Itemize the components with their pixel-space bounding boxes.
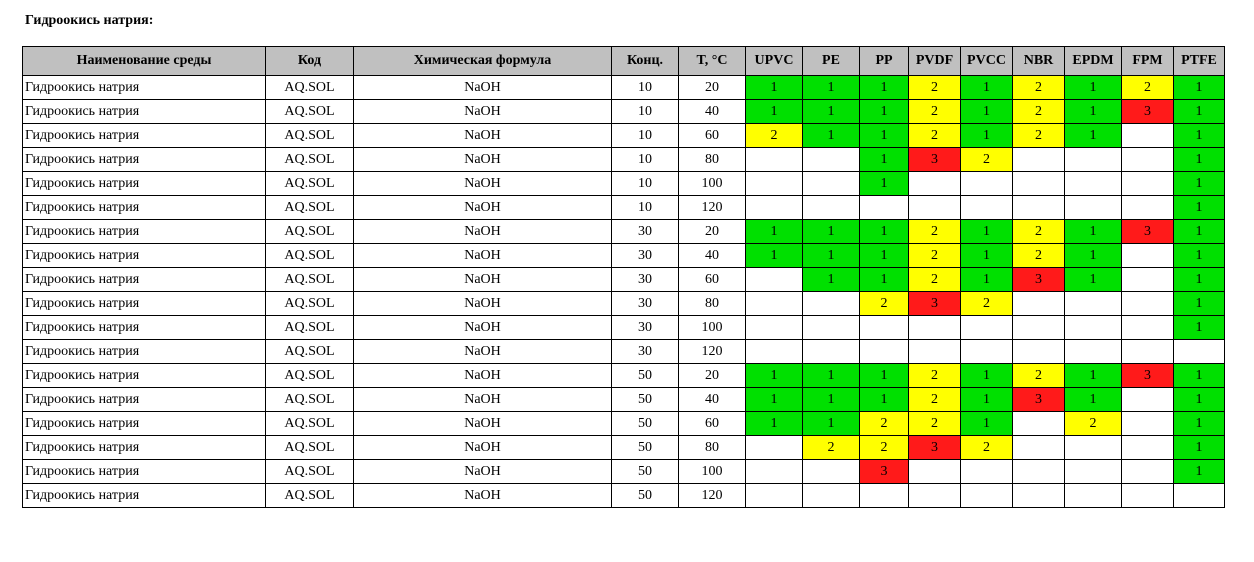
rating-cell-nbr: 2 xyxy=(1013,124,1065,148)
rating-cell-nbr xyxy=(1013,412,1065,436)
rating-cell-fpm xyxy=(1122,244,1174,268)
formula-cell: NaOH xyxy=(354,100,612,124)
rating-cell-epdm: 1 xyxy=(1065,100,1122,124)
concentration-cell: 10 xyxy=(612,100,679,124)
chemical-resistance-table xyxy=(22,46,1225,508)
rating-cell-upvc: 1 xyxy=(746,364,803,388)
rating-cell-pvdf: 2 xyxy=(909,124,961,148)
rating-cell-nbr: 2 xyxy=(1013,244,1065,268)
concentration-cell: 30 xyxy=(612,244,679,268)
rating-cell-upvc: 1 xyxy=(746,388,803,412)
table-row xyxy=(23,484,1225,508)
rating-cell-upvc xyxy=(746,484,803,508)
rating-cell-pp xyxy=(860,340,909,364)
medium-name-cell: Гидроокись натрия xyxy=(23,436,266,460)
medium-name-cell: Гидроокись натрия xyxy=(23,484,266,508)
table-row xyxy=(23,172,1225,196)
rating-cell-pe xyxy=(803,484,860,508)
concentration-cell: 10 xyxy=(612,196,679,220)
rating-cell-nbr: 2 xyxy=(1013,220,1065,244)
temperature-cell: 40 xyxy=(679,244,746,268)
table-row xyxy=(23,220,1225,244)
temperature-cell: 40 xyxy=(679,388,746,412)
formula-cell: NaOH xyxy=(354,76,612,100)
medium-name-cell: Гидроокись натрия xyxy=(23,388,266,412)
rating-cell-pp: 3 xyxy=(860,460,909,484)
rating-cell-pvcc xyxy=(961,316,1013,340)
rating-cell-nbr xyxy=(1013,196,1065,220)
rating-cell-nbr xyxy=(1013,172,1065,196)
table-row xyxy=(23,340,1225,364)
concentration-cell: 30 xyxy=(612,292,679,316)
rating-cell-nbr: 2 xyxy=(1013,364,1065,388)
rating-cell-pp: 1 xyxy=(860,220,909,244)
rating-cell-epdm: 1 xyxy=(1065,388,1122,412)
col-header-pe: PE xyxy=(803,47,860,76)
medium-name-cell: Гидроокись натрия xyxy=(23,172,266,196)
rating-cell-nbr xyxy=(1013,460,1065,484)
rating-cell-fpm xyxy=(1122,316,1174,340)
rating-cell-ptfe xyxy=(1174,340,1225,364)
rating-cell-pp: 1 xyxy=(860,172,909,196)
table-row xyxy=(23,196,1225,220)
rating-cell-epdm xyxy=(1065,148,1122,172)
rating-cell-upvc xyxy=(746,148,803,172)
code-cell: AQ.SOL xyxy=(266,76,354,100)
formula-cell: NaOH xyxy=(354,172,612,196)
rating-cell-pvcc: 1 xyxy=(961,268,1013,292)
temperature-cell: 20 xyxy=(679,220,746,244)
concentration-cell: 30 xyxy=(612,340,679,364)
rating-cell-pe: 1 xyxy=(803,220,860,244)
rating-cell-pvcc xyxy=(961,484,1013,508)
temperature-cell: 40 xyxy=(679,100,746,124)
rating-cell-pe: 1 xyxy=(803,100,860,124)
col-header-code: Код xyxy=(266,47,354,76)
rating-cell-upvc xyxy=(746,340,803,364)
code-cell: AQ.SOL xyxy=(266,316,354,340)
rating-cell-ptfe: 1 xyxy=(1174,100,1225,124)
table-row xyxy=(23,76,1225,100)
col-header-upvc: UPVC xyxy=(746,47,803,76)
code-cell: AQ.SOL xyxy=(266,484,354,508)
formula-cell: NaOH xyxy=(354,220,612,244)
rating-cell-ptfe: 1 xyxy=(1174,316,1225,340)
rating-cell-fpm xyxy=(1122,340,1174,364)
rating-cell-epdm xyxy=(1065,292,1122,316)
rating-cell-pe xyxy=(803,292,860,316)
rating-cell-fpm: 3 xyxy=(1122,100,1174,124)
code-cell: AQ.SOL xyxy=(266,244,354,268)
rating-cell-epdm: 2 xyxy=(1065,412,1122,436)
rating-cell-pvcc: 2 xyxy=(961,148,1013,172)
rating-cell-ptfe: 1 xyxy=(1174,436,1225,460)
temperature-cell: 60 xyxy=(679,124,746,148)
rating-cell-pvdf: 2 xyxy=(909,100,961,124)
rating-cell-pe: 1 xyxy=(803,76,860,100)
table-row xyxy=(23,412,1225,436)
rating-cell-pvcc: 1 xyxy=(961,388,1013,412)
table-row xyxy=(23,244,1225,268)
code-cell: AQ.SOL xyxy=(266,292,354,316)
medium-name-cell: Гидроокись натрия xyxy=(23,244,266,268)
formula-cell: NaOH xyxy=(354,436,612,460)
rating-cell-fpm xyxy=(1122,124,1174,148)
rating-cell-nbr xyxy=(1013,316,1065,340)
rating-cell-pvdf xyxy=(909,484,961,508)
rating-cell-pvdf: 2 xyxy=(909,388,961,412)
rating-cell-pe: 1 xyxy=(803,412,860,436)
rating-cell-pvcc: 1 xyxy=(961,412,1013,436)
medium-name-cell: Гидроокись натрия xyxy=(23,316,266,340)
rating-cell-pvdf: 2 xyxy=(909,412,961,436)
rating-cell-upvc xyxy=(746,436,803,460)
rating-cell-upvc: 1 xyxy=(746,244,803,268)
rating-cell-ptfe: 1 xyxy=(1174,244,1225,268)
rating-cell-fpm: 2 xyxy=(1122,76,1174,100)
rating-cell-nbr xyxy=(1013,148,1065,172)
rating-cell-pvdf: 3 xyxy=(909,436,961,460)
col-header-pp: PP xyxy=(860,47,909,76)
rating-cell-fpm xyxy=(1122,412,1174,436)
concentration-cell: 30 xyxy=(612,220,679,244)
rating-cell-pvcc: 2 xyxy=(961,436,1013,460)
concentration-cell: 30 xyxy=(612,316,679,340)
rating-cell-fpm xyxy=(1122,292,1174,316)
medium-name-cell: Гидроокись натрия xyxy=(23,76,266,100)
formula-cell: NaOH xyxy=(354,388,612,412)
rating-cell-pvcc: 1 xyxy=(961,364,1013,388)
rating-cell-ptfe: 1 xyxy=(1174,172,1225,196)
rating-cell-ptfe: 1 xyxy=(1174,460,1225,484)
code-cell: AQ.SOL xyxy=(266,220,354,244)
rating-cell-pvdf: 2 xyxy=(909,364,961,388)
table-row xyxy=(23,268,1225,292)
col-header-pvcc: PVCC xyxy=(961,47,1013,76)
rating-cell-ptfe: 1 xyxy=(1174,76,1225,100)
temperature-cell: 120 xyxy=(679,340,746,364)
rating-cell-pe xyxy=(803,172,860,196)
rating-cell-pp: 2 xyxy=(860,436,909,460)
temperature-cell: 120 xyxy=(679,484,746,508)
medium-name-cell: Гидроокись натрия xyxy=(23,196,266,220)
temperature-cell: 60 xyxy=(679,412,746,436)
rating-cell-pp: 2 xyxy=(860,292,909,316)
rating-cell-pvcc: 1 xyxy=(961,244,1013,268)
rating-cell-ptfe: 1 xyxy=(1174,292,1225,316)
temperature-cell: 100 xyxy=(679,460,746,484)
rating-cell-pvdf xyxy=(909,196,961,220)
temperature-cell: 60 xyxy=(679,268,746,292)
rating-cell-epdm xyxy=(1065,460,1122,484)
formula-cell: NaOH xyxy=(354,340,612,364)
medium-name-cell: Гидроокись натрия xyxy=(23,292,266,316)
rating-cell-pvcc: 1 xyxy=(961,124,1013,148)
rating-cell-nbr xyxy=(1013,436,1065,460)
rating-cell-nbr: 2 xyxy=(1013,100,1065,124)
rating-cell-pvcc xyxy=(961,196,1013,220)
rating-cell-pvcc xyxy=(961,172,1013,196)
col-header-fpm: FPM xyxy=(1122,47,1174,76)
col-header-pvdf: PVDF xyxy=(909,47,961,76)
temperature-cell: 80 xyxy=(679,148,746,172)
rating-cell-ptfe: 1 xyxy=(1174,268,1225,292)
rating-cell-nbr xyxy=(1013,484,1065,508)
medium-name-cell: Гидроокись натрия xyxy=(23,220,266,244)
rating-cell-pvdf: 2 xyxy=(909,220,961,244)
rating-cell-pvdf: 3 xyxy=(909,148,961,172)
rating-cell-ptfe: 1 xyxy=(1174,148,1225,172)
col-header-ptfe: PTFE xyxy=(1174,47,1225,76)
code-cell: AQ.SOL xyxy=(266,196,354,220)
rating-cell-pp: 1 xyxy=(860,100,909,124)
rating-cell-pe xyxy=(803,316,860,340)
concentration-cell: 50 xyxy=(612,412,679,436)
rating-cell-pe: 1 xyxy=(803,124,860,148)
code-cell: AQ.SOL xyxy=(266,124,354,148)
rating-cell-upvc xyxy=(746,460,803,484)
col-header-formula: Химическая формула xyxy=(354,47,612,76)
code-cell: AQ.SOL xyxy=(266,148,354,172)
concentration-cell: 50 xyxy=(612,436,679,460)
temperature-cell: 100 xyxy=(679,316,746,340)
rating-cell-pp: 1 xyxy=(860,148,909,172)
rating-cell-pe xyxy=(803,196,860,220)
rating-cell-epdm: 1 xyxy=(1065,268,1122,292)
medium-name-cell: Гидроокись натрия xyxy=(23,340,266,364)
rating-cell-nbr: 2 xyxy=(1013,76,1065,100)
table-row xyxy=(23,124,1225,148)
rating-cell-upvc: 2 xyxy=(746,124,803,148)
col-header-nbr: NBR xyxy=(1013,47,1065,76)
formula-cell: NaOH xyxy=(354,316,612,340)
rating-cell-pp: 1 xyxy=(860,244,909,268)
rating-cell-fpm xyxy=(1122,172,1174,196)
table-row xyxy=(23,436,1225,460)
rating-cell-nbr: 3 xyxy=(1013,268,1065,292)
rating-cell-pp xyxy=(860,316,909,340)
table-row xyxy=(23,316,1225,340)
rating-cell-upvc: 1 xyxy=(746,76,803,100)
rating-cell-epdm xyxy=(1065,484,1122,508)
rating-cell-pvcc: 1 xyxy=(961,100,1013,124)
formula-cell: NaOH xyxy=(354,364,612,388)
rating-cell-pvcc: 1 xyxy=(961,220,1013,244)
temperature-cell: 20 xyxy=(679,76,746,100)
rating-cell-fpm: 3 xyxy=(1122,220,1174,244)
rating-cell-ptfe: 1 xyxy=(1174,220,1225,244)
medium-name-cell: Гидроокись натрия xyxy=(23,124,266,148)
rating-cell-pe xyxy=(803,340,860,364)
rating-cell-pp: 2 xyxy=(860,412,909,436)
rating-cell-pvdf xyxy=(909,460,961,484)
concentration-cell: 50 xyxy=(612,364,679,388)
rating-cell-epdm xyxy=(1065,340,1122,364)
concentration-cell: 10 xyxy=(612,76,679,100)
rating-cell-upvc: 1 xyxy=(746,220,803,244)
rating-cell-pe: 1 xyxy=(803,268,860,292)
rating-cell-epdm xyxy=(1065,436,1122,460)
rating-cell-fpm xyxy=(1122,484,1174,508)
rating-cell-pvcc xyxy=(961,340,1013,364)
code-cell: AQ.SOL xyxy=(266,340,354,364)
concentration-cell: 50 xyxy=(612,484,679,508)
rating-cell-fpm xyxy=(1122,268,1174,292)
table-row xyxy=(23,148,1225,172)
rating-cell-upvc xyxy=(746,292,803,316)
rating-cell-epdm xyxy=(1065,316,1122,340)
concentration-cell: 30 xyxy=(612,268,679,292)
rating-cell-fpm xyxy=(1122,196,1174,220)
col-header-medium: Наименование среды xyxy=(23,47,266,76)
rating-cell-ptfe: 1 xyxy=(1174,388,1225,412)
rating-cell-pe: 1 xyxy=(803,388,860,412)
medium-name-cell: Гидроокись натрия xyxy=(23,268,266,292)
medium-name-cell: Гидроокись натрия xyxy=(23,148,266,172)
rating-cell-epdm: 1 xyxy=(1065,244,1122,268)
medium-name-cell: Гидроокись натрия xyxy=(23,100,266,124)
col-header-epdm: EPDM xyxy=(1065,47,1122,76)
concentration-cell: 50 xyxy=(612,460,679,484)
table-row xyxy=(23,460,1225,484)
rating-cell-fpm xyxy=(1122,148,1174,172)
rating-cell-upvc xyxy=(746,268,803,292)
rating-cell-pvdf: 2 xyxy=(909,244,961,268)
code-cell: AQ.SOL xyxy=(266,100,354,124)
temperature-cell: 120 xyxy=(679,196,746,220)
rating-cell-ptfe: 1 xyxy=(1174,124,1225,148)
rating-cell-epdm: 1 xyxy=(1065,76,1122,100)
rating-cell-pp: 1 xyxy=(860,268,909,292)
table-row xyxy=(23,100,1225,124)
rating-cell-pp: 1 xyxy=(860,124,909,148)
concentration-cell: 50 xyxy=(612,388,679,412)
rating-cell-epdm xyxy=(1065,172,1122,196)
rating-cell-fpm xyxy=(1122,460,1174,484)
rating-cell-nbr: 3 xyxy=(1013,388,1065,412)
rating-cell-pe xyxy=(803,460,860,484)
rating-cell-pe xyxy=(803,148,860,172)
rating-cell-ptfe: 1 xyxy=(1174,412,1225,436)
medium-name-cell: Гидроокись натрия xyxy=(23,364,266,388)
concentration-cell: 10 xyxy=(612,172,679,196)
formula-cell: NaOH xyxy=(354,460,612,484)
rating-cell-upvc xyxy=(746,196,803,220)
code-cell: AQ.SOL xyxy=(266,460,354,484)
formula-cell: NaOH xyxy=(354,412,612,436)
code-cell: AQ.SOL xyxy=(266,268,354,292)
rating-cell-nbr xyxy=(1013,292,1065,316)
rating-cell-epdm: 1 xyxy=(1065,220,1122,244)
rating-cell-epdm: 1 xyxy=(1065,124,1122,148)
rating-cell-nbr xyxy=(1013,340,1065,364)
rating-cell-epdm: 1 xyxy=(1065,364,1122,388)
rating-cell-pp xyxy=(860,484,909,508)
rating-cell-ptfe: 1 xyxy=(1174,196,1225,220)
temperature-cell: 80 xyxy=(679,292,746,316)
header-row xyxy=(23,47,1225,76)
medium-name-cell: Гидроокись натрия xyxy=(23,412,266,436)
rating-cell-ptfe: 1 xyxy=(1174,364,1225,388)
rating-cell-pvcc: 2 xyxy=(961,292,1013,316)
formula-cell: NaOH xyxy=(354,124,612,148)
code-cell: AQ.SOL xyxy=(266,412,354,436)
rating-cell-pvdf: 2 xyxy=(909,268,961,292)
temperature-cell: 20 xyxy=(679,364,746,388)
medium-name-cell: Гидроокись натрия xyxy=(23,460,266,484)
formula-cell: NaOH xyxy=(354,148,612,172)
rating-cell-upvc: 1 xyxy=(746,412,803,436)
formula-cell: NaOH xyxy=(354,484,612,508)
col-header-conc: Конц. xyxy=(612,47,679,76)
rating-cell-pvcc: 1 xyxy=(961,76,1013,100)
rating-cell-pvdf: 2 xyxy=(909,76,961,100)
rating-cell-pp: 1 xyxy=(860,388,909,412)
document-title: Гидроокись натрия: xyxy=(25,13,154,28)
rating-cell-pvdf: 3 xyxy=(909,292,961,316)
rating-cell-pvdf xyxy=(909,316,961,340)
col-header-temp: T, °C xyxy=(679,47,746,76)
table-body xyxy=(23,76,1225,508)
rating-cell-pvdf xyxy=(909,172,961,196)
code-cell: AQ.SOL xyxy=(266,172,354,196)
rating-cell-pp xyxy=(860,196,909,220)
table-row xyxy=(23,292,1225,316)
temperature-cell: 100 xyxy=(679,172,746,196)
concentration-cell: 10 xyxy=(612,124,679,148)
table-row xyxy=(23,364,1225,388)
code-cell: AQ.SOL xyxy=(266,364,354,388)
formula-cell: NaOH xyxy=(354,292,612,316)
formula-cell: NaOH xyxy=(354,196,612,220)
concentration-cell: 10 xyxy=(612,148,679,172)
rating-cell-upvc xyxy=(746,172,803,196)
temperature-cell: 80 xyxy=(679,436,746,460)
rating-cell-fpm: 3 xyxy=(1122,364,1174,388)
table-row xyxy=(23,388,1225,412)
rating-cell-pe: 1 xyxy=(803,364,860,388)
rating-cell-pp: 1 xyxy=(860,76,909,100)
formula-cell: NaOH xyxy=(354,268,612,292)
rating-cell-pvdf xyxy=(909,340,961,364)
rating-cell-pp: 1 xyxy=(860,364,909,388)
rating-cell-fpm xyxy=(1122,388,1174,412)
rating-cell-epdm xyxy=(1065,196,1122,220)
rating-cell-pe: 1 xyxy=(803,244,860,268)
rating-cell-fpm xyxy=(1122,436,1174,460)
code-cell: AQ.SOL xyxy=(266,436,354,460)
code-cell: AQ.SOL xyxy=(266,388,354,412)
rating-cell-pvcc xyxy=(961,460,1013,484)
rating-cell-ptfe xyxy=(1174,484,1225,508)
rating-cell-upvc: 1 xyxy=(746,100,803,124)
rating-cell-pe: 2 xyxy=(803,436,860,460)
formula-cell: NaOH xyxy=(354,244,612,268)
rating-cell-upvc xyxy=(746,316,803,340)
